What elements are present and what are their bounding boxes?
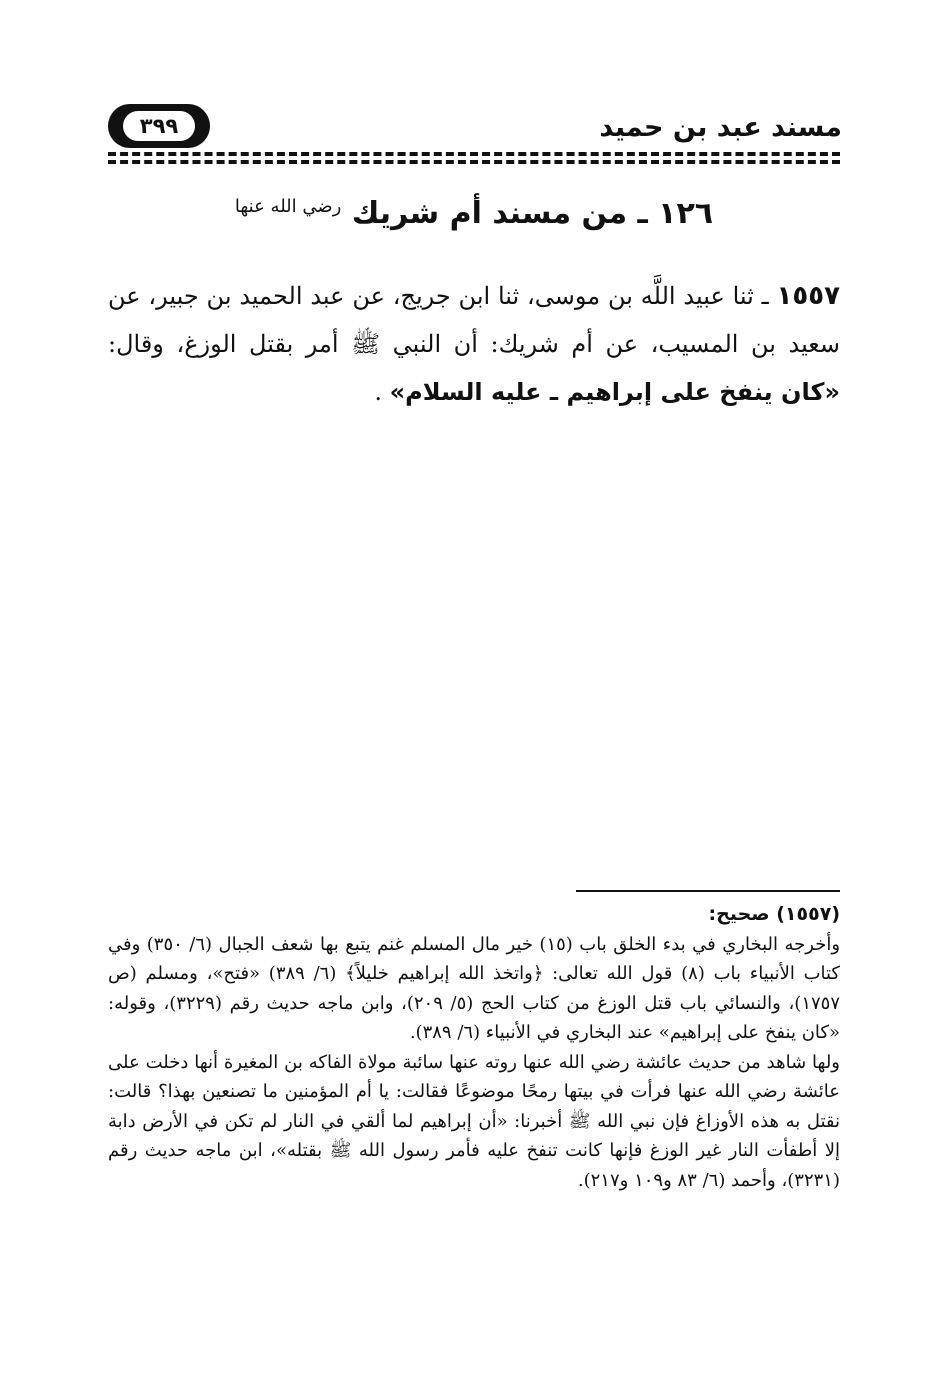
- footnote-paragraph-2: ولها شاهد من حديث عائشة رضي الله عنها روته عنها سائبة مولاة الفاكه بن المغيرة أنها دخلت على عائشة رضي الله عنها فرأت في بيتها رمحًا موضوعًا فقالت: يا أم المؤمنين ما تصنعين بهذا؟ قالت: نقتل به هذه الأوزاغ فإن نبي الله ﷺ أخبرنا: «أن إبراهيم لما ألقي في النار لم تكن في الأرض دابة إلا أطفأت النار غير الوزغ فإنها كانت تنفخ عليه فأمر رسول الله ﷺ بقتله»، ابن ماجه حديث رقم (٣٢٣١)، وأحمد (٦/ ٨٣ و١٠٩ و٢١٧).: [108, 1051, 840, 1191]
- footnote-heading: (١٥٥٧) صحيح:: [708, 903, 840, 925]
- section-heading: [108, 196, 840, 231]
- page-number: ٣٩٩: [123, 111, 195, 141]
- honorific-mark: رضي الله عنها: [234, 196, 342, 217]
- footnote-separator: [576, 890, 840, 892]
- header-rule-bottom: [108, 160, 840, 164]
- footnotes: [108, 900, 840, 1195]
- section-title: ١٢٦ ـ من مسند أم شريك: [351, 196, 714, 231]
- footnote-paragraph-1: وأخرجه البخاري في بدء الخلق باب (١٥) خير مال المسلم غنم يتبع بها شعف الجبال (٦/ ٣٥٠) وفي كتاب الأنبياء باب (٨) قول الله تعالى: ﴿واتخذ الله إبراهيم خليلاً﴾ (٦/ ٣٨٩) «فتح»، ومسلم (ص ١٧٥٧)، والنسائي باب قتل الوزغ من كتاب الحج (٥/ ٢٠٩)، وابن ماجه حديث رقم (٣٢٢٩)، وقوله: «كان ينفخ على إبراهيم» عند البخاري في الأنبياء (٦/ ٣٨٩).: [108, 933, 841, 1043]
- header-rule-top: [108, 152, 840, 156]
- hadith-body: ـ ثنا عبيد اللَّه بن موسى، ثنا ابن جريج، عن عبد الحميد بن جبير، عن سعيد بن المسيب، عن أم شريك: أن النبي ﷺ أمر بقتل الوزغ، وقال:: [108, 282, 840, 358]
- running-title: مسند عبد بن حميد: [599, 112, 842, 143]
- page-number-badge: [108, 104, 210, 148]
- hadith-quote: «كان ينفخ على إبراهيم ـ عليه السلام»: [389, 378, 840, 406]
- hadith-text: [108, 272, 840, 416]
- hadith-number: ١٥٥٧: [776, 281, 840, 311]
- hadith-end: .: [374, 378, 390, 406]
